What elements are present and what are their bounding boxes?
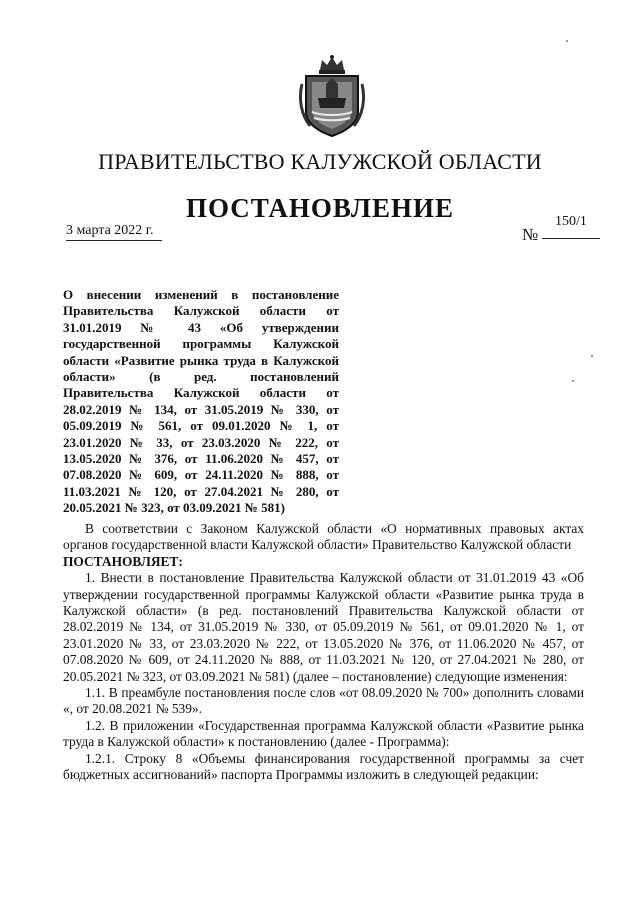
coat-of-arms-emblem [298, 54, 366, 138]
preamble-paragraph: В соответствии с Законом Калужской области «О нормативных правовых актах органов государственной власти Калужской области» Правительство Калужской области [63, 521, 584, 553]
document-date: 3 марта 2022 г. [66, 223, 162, 241]
scan-speck [566, 40, 568, 42]
document-type-title: ПОСТАНОВЛЕНИЕ [185, 193, 455, 223]
scan-speck [572, 380, 574, 382]
clause-1-2-paragraph: 1.2. В приложении «Государственная программа Калужской области «Развитие рынка труда в Калужской области» к постановлению (далее - Программа): [63, 717, 584, 750]
document-number-label: № [522, 225, 539, 244]
clause-1-paragraph: 1. Внести в постановление Правительства Калужской области от 31.01.2019 43 «Об утверждении государственной программы Калужской области «Развитие рынка труда в Калужской области» (в ред. постановлений Правительства Калужской области от 28.02.2019 № 134, от 31.05.2019 № 330, от 05.09.2019 № 561, от 09.01.2020 № 1, от 23.01.2020 № 33, от 23.03.2020 № 222, от 13.05.2020 № 376, от 11.06.2020 № 457, от 07.08.2020 № 609, от 24.11.2020 № 888, от 11.03.2021 № 120, от 27.04.2021 № 280, от 20.05.2021 № 323, от 03.09.2021 № 581) (далее – постановление) следующие изменения: [63, 570, 584, 684]
scan-speck [591, 355, 593, 357]
document-summary: О внесении изменений в постановление Правительства Калужской области от 31.01.2019 № 43 «Об утверждении государственной программы Калужской области «Развитие рынка труда в Калужской области» (в ред. постановлений Правительства Калужской области от 28.02.2019 № 134, от 31.05.2019 № 330, от 05.09.2019 № 561, от 09.01.2020 № 1, от 23.01.2020 № 33, от 23.03.2020 № 222, от 13.05.2020 № 376, от 11.06.2020 № 457, от 07.08.2020 № 609, от 24.11.2020 № 888, от 11.03.2021 № 120, от 27.04.2021 № 280, от 20.05.2021 № 323, от 03.09.2021 № 581) [63, 287, 339, 516]
document-number: 150/1 [542, 214, 600, 239]
resolves-heading: ПОСТАНОВЛЯЕТ: [63, 553, 183, 569]
kaluga-coat-of-arms-icon [298, 54, 366, 138]
government-name: ПРАВИТЕЛЬСТВО КАЛУЖСКОЙ ОБЛАСТИ [98, 149, 542, 174]
document-body [63, 521, 584, 784]
clause-1-1-paragraph: 1.1. В преамбуле постановления после слов «от 08.09.2020 № 700» дополнить словами «, от 20.08.2021 № 539». [63, 685, 584, 717]
clause-1-2-1-paragraph: 1.2.1. Строку 8 «Объемы финансирования государственной программы за счет бюджетных ассигнований» паспорта Программы изложить в следующей редакции: [63, 750, 584, 783]
